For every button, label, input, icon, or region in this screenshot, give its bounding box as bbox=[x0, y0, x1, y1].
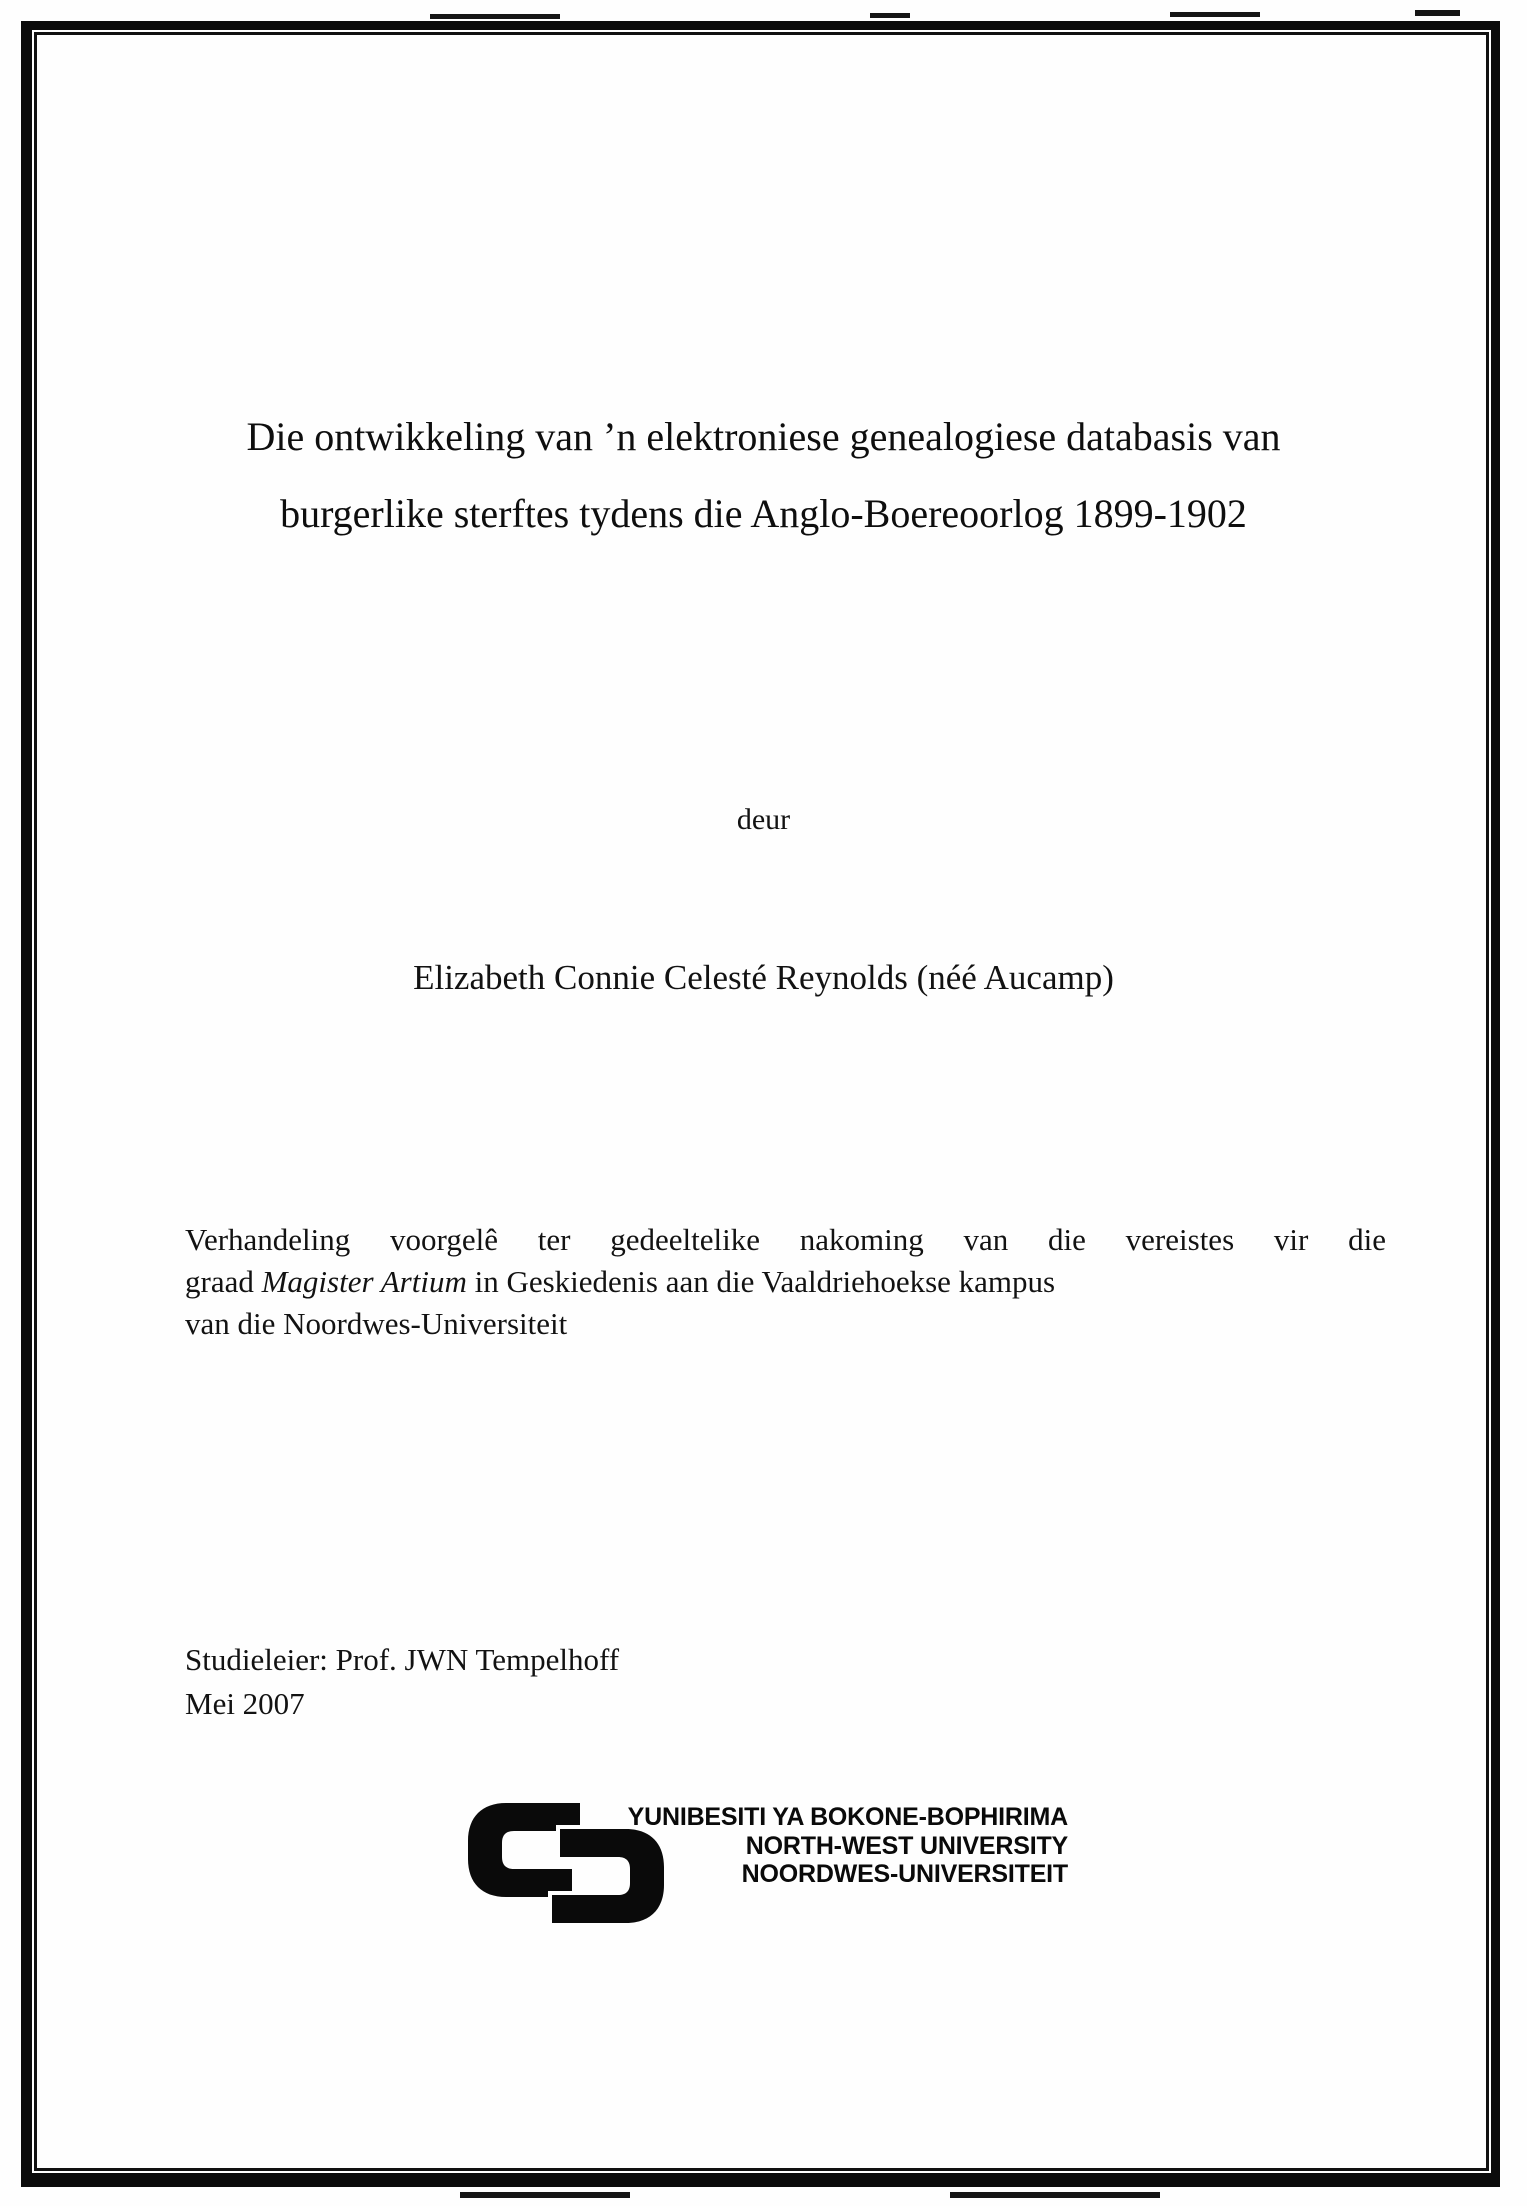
thesis-title-line1: Die ontwikkeling van ’n elektroniese genealogiese databasis van bbox=[246, 414, 1281, 459]
statement-line2-suffix: in Geskiedenis aan die Vaaldriehoekse kampus bbox=[466, 1264, 1056, 1299]
logo-text-english: NORTH-WEST UNIVERSITY bbox=[745, 1831, 1068, 1860]
scan-artifact bbox=[460, 2192, 630, 2198]
logo-text-setswana: YUNIBESITI YA BOKONE-BOPHIRIMA bbox=[627, 1803, 1068, 1831]
university-logo-text bbox=[586, 1803, 1068, 1889]
date-line: Mei 2007 bbox=[185, 1686, 305, 1721]
statement-line1: Verhandeling voorgelê ter gedeeltelike nakoming van die vereistes vir die bbox=[185, 1222, 1386, 1257]
statement-line3: van die Noordwes-Universiteit bbox=[185, 1306, 568, 1341]
university-logo bbox=[468, 1799, 1108, 1939]
author-name: Elizabeth Connie Celesté Reynolds (néé Aucamp) bbox=[413, 958, 1114, 997]
logo-text-afrikaans: NOORDWES-UNIVERSITEIT bbox=[741, 1860, 1068, 1888]
scan-artifact bbox=[1170, 12, 1260, 17]
statement-line2-prefix: graad bbox=[185, 1264, 262, 1299]
byline-label: deur bbox=[736, 803, 791, 836]
thesis-title-line2: burgerlike sterftes tydens die Anglo-Boereoorlog 1899-1902 bbox=[280, 491, 1247, 536]
statement-line2 bbox=[185, 1261, 1386, 1303]
scan-artifact bbox=[430, 14, 560, 19]
scan-artifact bbox=[950, 2192, 1160, 2198]
supervisor-and-date bbox=[185, 1638, 1085, 1726]
submission-statement bbox=[185, 1219, 1386, 1345]
scan-artifact bbox=[870, 13, 910, 18]
thesis-title bbox=[70, 398, 1457, 552]
scan-artifact bbox=[1415, 10, 1460, 16]
degree-name: Magister Artium bbox=[261, 1264, 467, 1299]
supervisor-line: Studieleier: Prof. JWN Tempelhoff bbox=[185, 1642, 620, 1677]
